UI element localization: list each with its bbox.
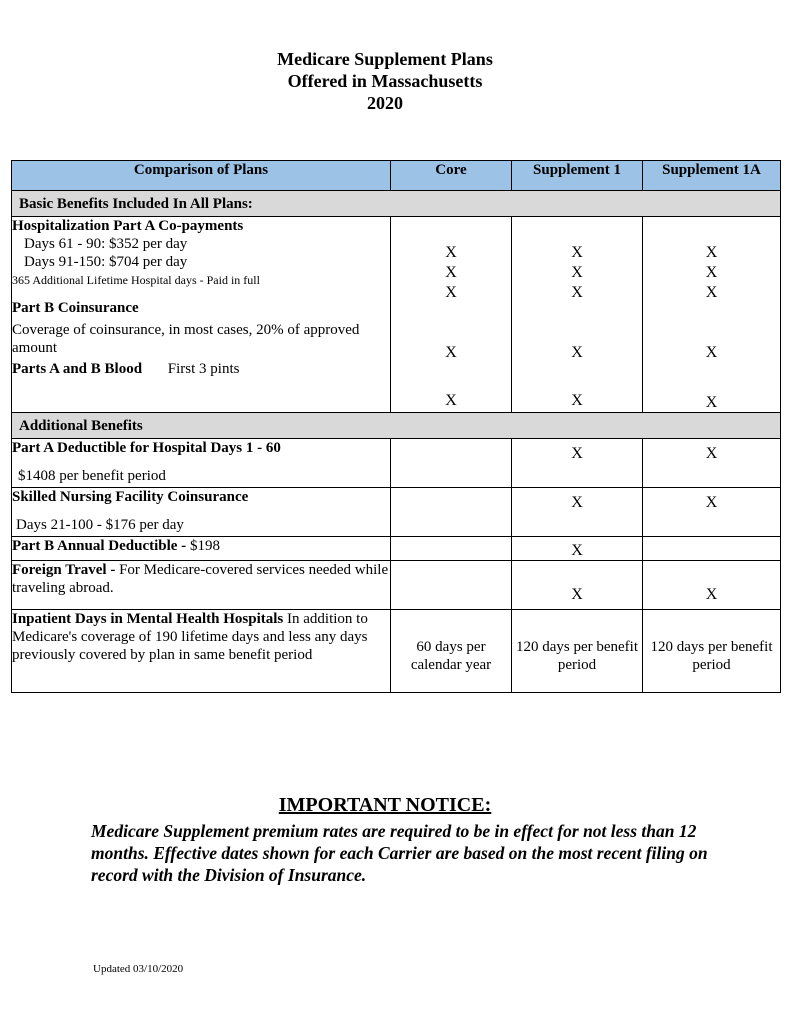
deduct-a-title: Part A Deductible for Hospital Days 1 - 60	[12, 440, 281, 456]
hosp-line-2: Days 91-150: $704 per day	[24, 254, 188, 270]
updated-date: Updated 03/10/2020	[93, 963, 184, 975]
x-mark: X	[445, 264, 457, 281]
x-mark: X	[571, 392, 583, 409]
basic-benefits-cell	[12, 217, 391, 413]
hosp-line-3: 365 Additional Lifetime Hospital days - Paid in full	[12, 273, 260, 287]
table-row-basic-benefits	[12, 217, 781, 413]
x-mark: X	[705, 394, 718, 411]
mental-sup1a-cell	[643, 610, 781, 693]
x-mark: X	[571, 264, 583, 281]
header-supplement-1a: Supplement 1A	[643, 161, 781, 191]
travel-sup1a-cell	[643, 561, 781, 610]
x-mark: X	[705, 494, 718, 511]
snf-core-cell	[391, 488, 512, 537]
basic-core-cell	[391, 217, 512, 413]
plan-comparison-table	[11, 160, 781, 693]
x-mark: X	[705, 284, 718, 301]
deduct-b-title: Part B Annual Deductible -	[12, 538, 187, 554]
x-mark: X	[445, 244, 457, 261]
travel-core-cell	[391, 561, 512, 610]
x-mark: X	[445, 392, 457, 409]
x-mark: X	[705, 344, 718, 361]
section-row-basic	[12, 191, 781, 217]
title-line-3: 2020	[367, 93, 403, 113]
table-row-part-b-deductible	[12, 537, 781, 561]
x-mark: X	[571, 445, 583, 462]
deduct-b-sup1-cell	[512, 537, 643, 561]
deduct-a-sup1-cell	[512, 439, 643, 488]
deduct-a-cell	[12, 439, 391, 488]
title-line-1: Medicare Supplement Plans	[277, 49, 493, 69]
travel-sup1-cell	[512, 561, 643, 610]
blood-line	[12, 360, 390, 378]
table-row-mental-health	[12, 610, 781, 693]
x-mark: X	[705, 244, 718, 261]
x-mark: X	[445, 344, 457, 361]
partb-body: Coverage of coinsurance, in most cases, 20% of approved amount	[12, 322, 360, 356]
x-mark: X	[571, 586, 583, 603]
mental-sup1-cell	[512, 610, 643, 693]
snf-sup1-cell	[512, 488, 643, 537]
header-comparison: Comparison of Plans	[12, 161, 391, 191]
snf-body: Days 21-100 - $176 per day	[16, 517, 184, 533]
travel-cell	[12, 561, 391, 610]
x-mark: X	[705, 445, 718, 462]
travel-title: Foreign Travel -	[12, 562, 116, 578]
blood-detail: First 3 pints	[167, 361, 240, 377]
partb-title: Part B Coinsurance	[12, 300, 139, 316]
table-row-foreign-travel	[12, 561, 781, 610]
mental-cell	[12, 610, 391, 693]
basic-sup1a-cell	[643, 217, 781, 413]
mental-sup1a-text: 120 days per benefit period	[650, 639, 773, 673]
deduct-a-sup1a-cell	[643, 439, 781, 488]
table-row-part-a-deductible	[12, 439, 781, 488]
mental-body: In addition to Medicare's coverage of 190 lifetime days and less any days previously covered by plan in same benefit period	[12, 611, 368, 663]
blood-title: Parts A and B Blood	[12, 361, 143, 377]
deduct-b-cell	[12, 537, 391, 561]
basic-sup1-cell	[512, 217, 643, 413]
table-row-snf	[12, 488, 781, 537]
title-line-2: Offered in Massachusetts	[287, 71, 483, 91]
section-additional-label: Additional Benefits	[12, 413, 781, 439]
header-core: Core	[391, 161, 512, 191]
document-title	[0, 48, 770, 114]
deduct-b-core-cell	[391, 537, 512, 561]
x-mark: X	[445, 284, 457, 301]
important-notice-heading: IMPORTANT NOTICE:	[278, 794, 492, 816]
x-mark: X	[571, 244, 583, 261]
mental-core-text: 60 days per calendar year	[410, 639, 492, 673]
x-mark: X	[705, 264, 718, 281]
x-mark: X	[571, 344, 583, 361]
hosp-title: Hospitalization Part A Co-payments	[12, 218, 244, 234]
mental-title: Inpatient Days in Mental Health Hospitals	[12, 611, 284, 627]
deduct-a-body: $1408 per benefit period	[18, 468, 166, 484]
table-header-row	[12, 161, 781, 191]
travel-body: For Medicare-covered services needed while traveling abroad.	[12, 562, 389, 596]
snf-title: Skilled Nursing Facility Coinsurance	[12, 489, 249, 505]
snf-sup1a-cell	[643, 488, 781, 537]
snf-cell	[12, 488, 391, 537]
section-basic-label: Basic Benefits Included In All Plans:	[12, 191, 781, 217]
mental-core-cell	[391, 610, 512, 693]
mental-sup1-text: 120 days per benefit period	[515, 639, 639, 673]
hosp-line-1: Days 61 - 90: $352 per day	[24, 236, 188, 252]
important-notice-body: Medicare Supplement premium rates are required to be in effect for not less than 12 months. Effective dates shown for each Carrier are based on the most recent filing on record with the Division of Insurance.	[91, 821, 708, 885]
x-mark: X	[571, 542, 583, 559]
x-mark: X	[705, 586, 718, 603]
deduct-b-sup1a-cell	[643, 537, 781, 561]
deduct-a-core-cell	[391, 439, 512, 488]
deduct-b-amount: $198	[186, 538, 220, 554]
x-mark: X	[571, 284, 583, 301]
header-supplement-1: Supplement 1	[512, 161, 643, 191]
section-row-additional	[12, 413, 781, 439]
x-mark: X	[571, 494, 583, 511]
